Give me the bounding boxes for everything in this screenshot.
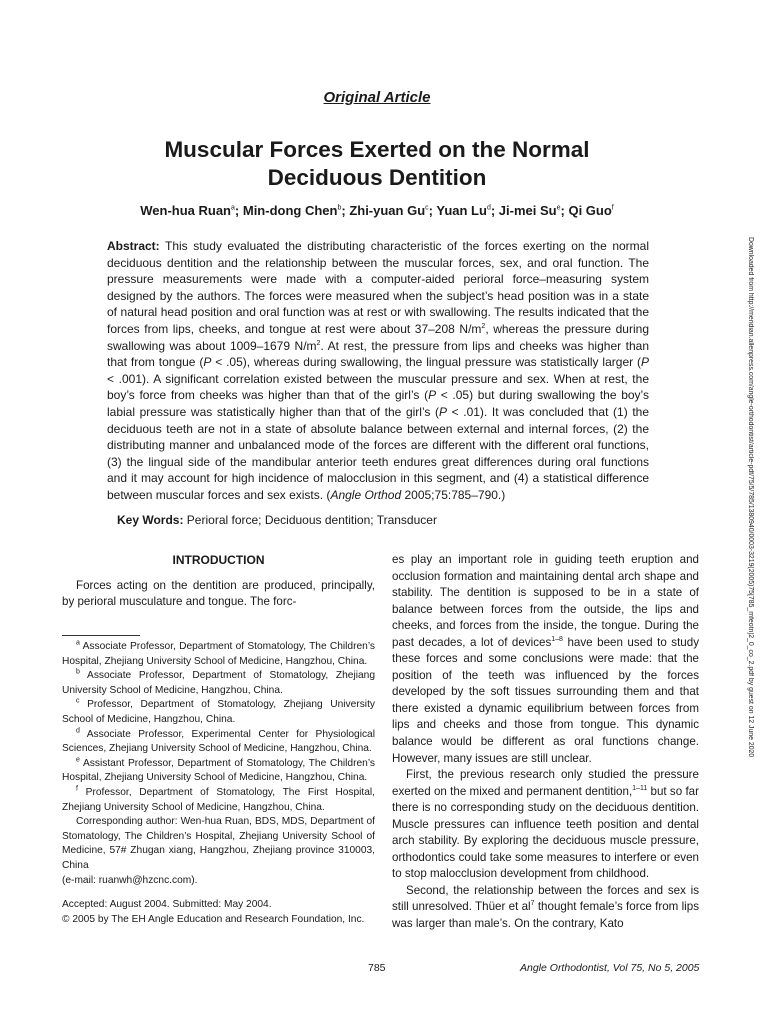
author-mark: f — [611, 204, 614, 212]
abstract-text: < .001). A significant correlation existed between the muscular pressure and sex. When at rest, the boy’s force from cheeks was higher than that of the girl’s ( — [107, 371, 649, 403]
reference-mark: 7 — [530, 900, 535, 908]
title-line-1: Muscular Forces Exerted on the Normal — [164, 137, 590, 162]
footnote — [62, 698, 375, 727]
citation-journal: Angle Orthod — [330, 487, 402, 502]
footnote-text: Professor, Department of Stomatology, The First Hospital, Zhejiang University School of Medicine, Hangzhou, China. — [62, 786, 375, 813]
abstract-text: < .05) but during swallowing the boy’s labial pressure was statistically higher than that of the girl’s ( — [107, 388, 649, 419]
abstract-text: , whereas the pressure during swallowing was about 1009–1679 N/m — [107, 321, 649, 353]
author-name: Wen-hua Ruan — [140, 203, 231, 218]
footnote-divider — [62, 635, 140, 636]
footnote-mark: b — [76, 668, 80, 676]
body-text: thought female’s force from lips was larger than male’s. On the contrary, Kato — [392, 900, 699, 931]
p-value-symbol: P — [439, 404, 448, 419]
superscript: 2 — [481, 322, 486, 330]
section-heading: INTRODUCTION — [172, 553, 265, 567]
corresponding-author: Corresponding author: Wen-hua Ruan, BDS, MDS, Department of Stomatology, The Children’s Hospital, Zhejiang University School of Medicine, 57# Zhugan xiang, Hangzhou, Zhejiang province 310003, China — [62, 816, 375, 871]
copyright: © 2005 by The EH Angle Education and Research Foundation, Inc. — [62, 913, 365, 925]
left-column — [62, 552, 375, 925]
body-paragraph: Forces acting on the dentition are produced, principally, by perioral musculature and tongue. The forc- — [62, 578, 375, 609]
footnote — [62, 640, 375, 669]
article-type: Original Article — [323, 89, 431, 106]
keywords — [117, 513, 647, 527]
corresponding-email: (e-mail: ruanwh@hzcnc.com). — [62, 874, 198, 886]
body-text: First, the previous research only studied the pressure exerted on the mixed and permanent dentition, — [392, 768, 699, 798]
footnote-text: Professor, Department of Stomatology, Zhejiang University School of Medicine, Hangzhou, China. — [62, 699, 375, 725]
abstract — [107, 238, 649, 504]
keywords-label: Key Words: — [117, 513, 184, 527]
body-paragraph — [392, 883, 699, 933]
article-dates: Accepted: August 2004. Submitted: May 2004. — [62, 899, 272, 911]
p-value-symbol: P — [203, 355, 212, 370]
author-mark: a — [231, 204, 235, 212]
footnote-mark: d — [76, 727, 80, 735]
reference-mark: 1–11 — [632, 784, 648, 792]
footnote — [62, 786, 375, 815]
body-text: Second, the relationship between the forces and sex is still unresolved. Thüer et al — [392, 883, 699, 914]
footnote — [62, 757, 375, 786]
abstract-text: . At rest, the pressure from lips and cheeks was higher than that from tongue ( — [107, 338, 649, 370]
reference-mark: 1–8 — [551, 635, 563, 643]
author-name: Qi Guo — [568, 203, 612, 218]
superscript: 2 — [316, 339, 321, 347]
author-mark: d — [486, 204, 491, 212]
footnote-mark: e — [76, 756, 80, 764]
author-list: Wen-hua Ruan$^a$; Min-dong Chen$^b$; Zhi-yuan Gu$^c$; Yuan Lu$^d$; Ji-mei Su$^e$; Qi Guo$^f$ — [140, 203, 614, 218]
author-name: Min-dong Chen — [242, 203, 338, 218]
abstract-text: < .01). It was concluded that (1) the deciduous teeth are not in a state of absolute balance between external and internal forces, (2) the distributing manner and unbalanced mode of the forces are different with the different oral functions, (3) the lingual side of the mandibular anterior teeth endures great differences during oral functions and it may account for high incidence of malocclusion in this segment, and (4) a statistical difference between muscular forces and sex exists. ( — [107, 404, 649, 502]
abstract-label: Abstract: — [107, 239, 160, 253]
footnote-mark: a — [76, 639, 80, 647]
title-line-2: Deciduous Dentition — [267, 165, 487, 190]
footnote-text: Associate Professor, Department of Stomatology, Zhejiang University School of Medicine, Hangzhou, China. — [62, 670, 375, 696]
p-value-symbol: P — [640, 355, 649, 370]
keywords-text: Perioral force; Deciduous dentition; Transducer — [183, 513, 437, 527]
right-column — [392, 552, 699, 933]
abstract-text: < .05), whereas during swallowing, the lingual pressure was statistically larger ( — [211, 355, 641, 370]
author-name: Ji-mei Su — [498, 203, 557, 218]
body-paragraph — [392, 767, 699, 883]
footnote-text: Associate Professor, Experimental Center for Physiological Sciences, Zhejiang University School of Medicine, Hangzhou, China. — [62, 728, 375, 755]
footnote-mark: f — [76, 785, 78, 793]
author-mark: b — [337, 204, 342, 212]
citation-details: 2005;75:785–790.) — [401, 487, 506, 502]
footnote — [62, 728, 375, 757]
footnote — [62, 669, 375, 698]
body-paragraph — [392, 552, 699, 767]
author-mark: e — [556, 204, 561, 212]
p-value-symbol: P — [428, 388, 437, 403]
footnote-mark: c — [76, 697, 80, 705]
author-mark: c — [425, 204, 429, 212]
body-text: but so far there is no corresponding study on the deciduous dentition. Muscle pressures can influence teeth position and dental arch stability. By exploring the deciduous muscle pressure, orthodontics could take some measures to interfere or even to stop malocclusion development from childhood. — [392, 784, 699, 881]
author-name: Yuan Lu — [436, 203, 487, 218]
author-name: Zhi-yuan Gu — [349, 203, 426, 218]
page-number: 785 — [368, 962, 386, 974]
body-text: es play an important role in guiding teeth eruption and occlusion formation and maintaining dental arch shape and stability. The dentition is supposed to be in a state of balance between forces from the outside, the lips and cheeks, and forces from the inside, the tongue. During the past decades, a lot of devices — [392, 553, 699, 649]
journal-footer: Angle Orthodontist, Vol 75, No 5, 2005 — [520, 962, 700, 974]
footnotes — [62, 640, 375, 927]
body-text: have been used to study these forces and some conclusions were made: that the position of the teeth was influenced by the forces developed by the soft tissues surrounding them and that there existed a dynamic equilibrium between forces from lips and cheeks and those from tongue. This dynamic balance would be different as oral functions change. However, many issues are still unclear. — [392, 635, 699, 765]
footnote-text: Associate Professor, Department of Stomatology, The Children’s Hospital, Zhejiang University School of Medicine, Hangzhou, China. — [62, 641, 375, 667]
footnote-text: Assistant Professor, Department of Stomatology, The Children’s Hospital, Zhejiang University School of Medicine, Hangzhou, China. — [62, 757, 375, 784]
download-watermark: Downloaded from http://meridian.allenpress.com/angle-orthodontist/article-pdf/75/5/785/1380940/0003-3219(2005)75[785_mfeotn]2_0_co_2.pdf by guest on 12 June 2020 — [747, 237, 754, 758]
article-title — [0, 136, 754, 192]
abstract-text: This study evaluated the distributing characteristic of the forces exerting on the normal deciduous dentition and the relationship between the muscular forces, sex, and oral function. The pressure measurements were made with a computer-aided perioral force–measuring system designed by the authors. The forces were measured when the subject’s head position was in a state of natural head position and oral function was at rest or with swallowing. The results indicated that the forces from lips, cheeks, and tongue at rest were about 37–208 N/m — [107, 239, 649, 336]
